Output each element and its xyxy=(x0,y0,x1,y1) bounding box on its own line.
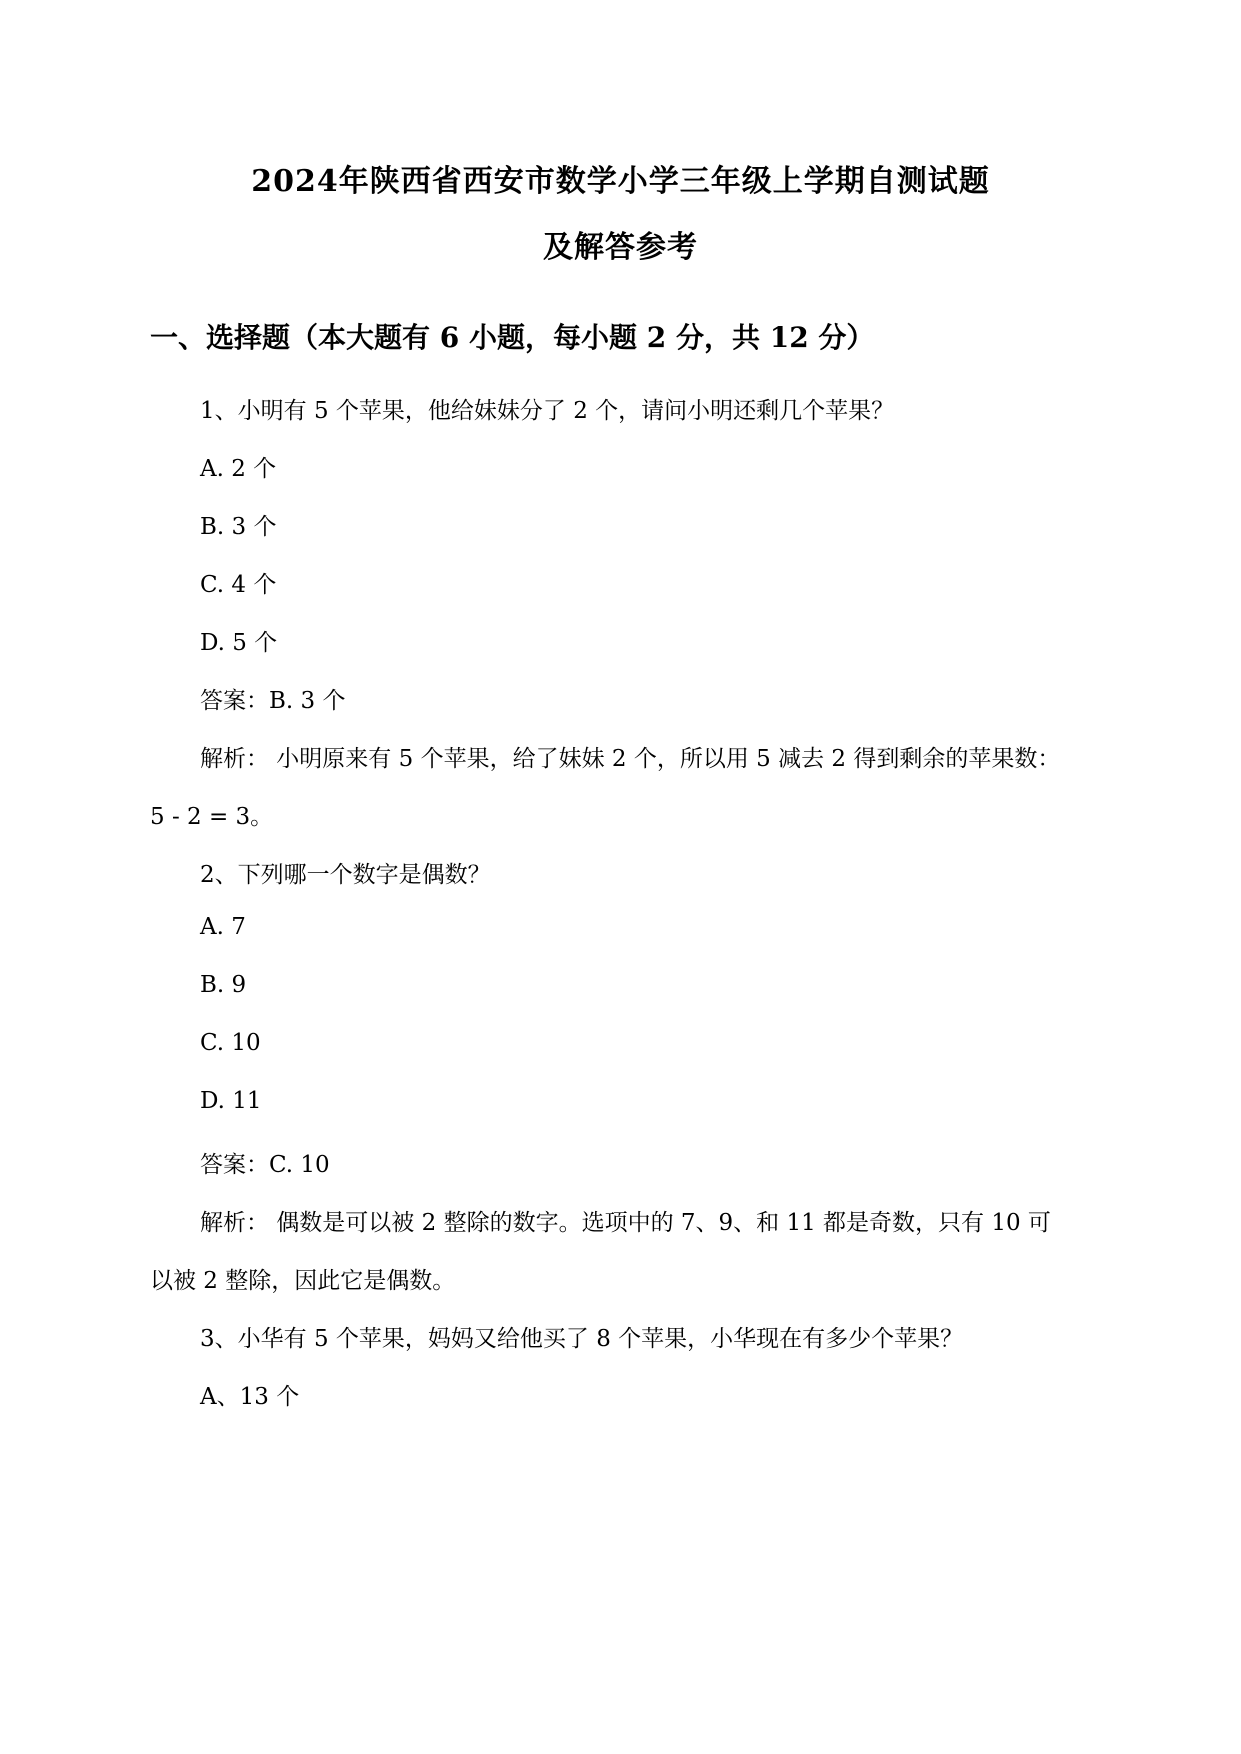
q2-option-a: A. 7 xyxy=(200,914,246,940)
question-3: 3、小华有 5 个苹果，妈妈又给他买了 8 个苹果，小华现在有多少个苹果？ xyxy=(200,1326,964,1352)
q2-option-d: D. 11 xyxy=(200,1088,262,1114)
q2-answer: 答案：C. 10 xyxy=(200,1152,330,1178)
q1-option-c: C. 4 个 xyxy=(200,572,277,598)
q2-analysis-line-2: 以被 2 整除，因此它是偶数。 xyxy=(150,1268,456,1294)
q1-analysis-line-1: 解析： 小明原来有 5 个苹果，给了妹妹 2 个，所以用 5 减去 2 得到剩余的苹果数： xyxy=(200,746,1061,772)
question-2: 2、下列哪一个数字是偶数？ xyxy=(200,862,491,888)
doc-title-line-1: 2024年陕西省西安市数学小学三年级上学期自测试题 xyxy=(251,164,990,199)
q2-analysis-line-1: 解析： 偶数是可以被 2 整除的数字。选项中的 7、9、和 11 都是奇数，只有 10 可 xyxy=(200,1210,1051,1236)
doc-title-line-2: 及解答参考 xyxy=(543,230,698,265)
section-heading: 一、选择题（本大题有 6 小题，每小题 2 分，共 12 分） xyxy=(150,321,875,354)
q1-answer: 答案：B. 3 个 xyxy=(200,688,346,714)
q1-option-d: D. 5 个 xyxy=(200,630,278,656)
q2-option-b: B. 9 xyxy=(200,972,247,998)
question-1: 1、小明有 5 个苹果，他给妹妹分了 2 个，请问小明还剩几个苹果？ xyxy=(200,398,895,424)
q1-option-a: A. 2 个 xyxy=(200,456,277,482)
q3-option-a: A、13 个 xyxy=(200,1384,300,1410)
q2-option-c: C. 10 xyxy=(200,1030,261,1056)
q1-analysis-line-2: 5 - 2 = 3。 xyxy=(150,804,274,830)
q1-option-b: B. 3 个 xyxy=(200,514,277,540)
